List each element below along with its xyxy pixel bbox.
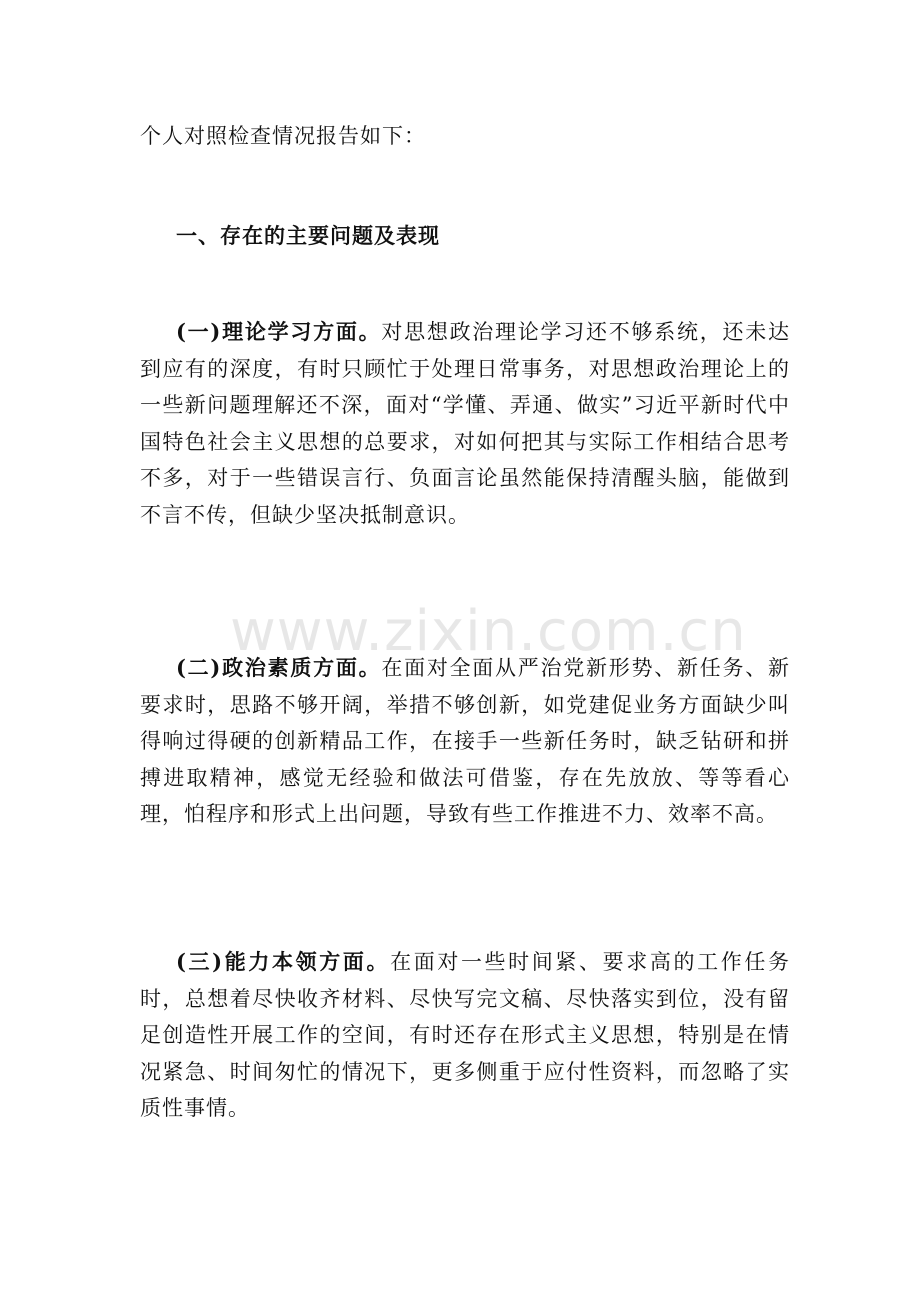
- paragraph-theory-study: [140, 314, 790, 533]
- paragraph-body: 在面对一些时间紧、要求高的工作任务时，总想着尽快收齐材料、尽快写完文稿、尽快落实到位，没有留足创造性开展工作的空间，有时还存在形式主义思想，特别是在情况紧急、时间匆忙的情况下，更多侧重于应付性资料，而忽略了实质性事情。: [140, 950, 790, 1120]
- intro-line: 个人对照检查情况报告如下：: [140, 124, 426, 148]
- site-watermark: www.zixin.com.cn: [230, 599, 747, 664]
- paragraph-lead: (二)政治素质方面。: [176, 655, 382, 680]
- paragraph-body: 对思想政治理论学习还不够系统，还未达到应有的深度，有时只顾忙于处理日常事务，对思想政治理论上的一些新问题理解还不深，面对“学懂、弄通、做实”习近平新时代中国特色社会主义思想的总要求，对如何把其与实际工作相结合思考不多，对于一些错误言行、负面言论虽然能保持清醒头脑，能做到不言不传，但缺少坚决抵制意识。: [140, 320, 790, 527]
- paragraph-lead: (三)能力本领方面。: [176, 949, 391, 974]
- section-heading: 一、存在的主要问题及表现: [176, 223, 440, 248]
- paragraph-lead: (一)理论学习方面。: [176, 319, 382, 344]
- paragraph-ability: [140, 944, 790, 1127]
- paragraph-political-quality: [140, 650, 790, 833]
- paragraph-body: 在面对全面从严治党新形势、新任务、新要求时，思路不够开阔，举措不够创新，如党建促业务方面缺少叫得响过得硬的创新精品工作，在接手一些新任务时，缺乏钻研和拼搏进取精神，感觉无经验和做法可借鉴，存在先放放、等等看心理，怕程序和形式上出问题，导致有些工作推进不力、效率不高。: [140, 656, 790, 826]
